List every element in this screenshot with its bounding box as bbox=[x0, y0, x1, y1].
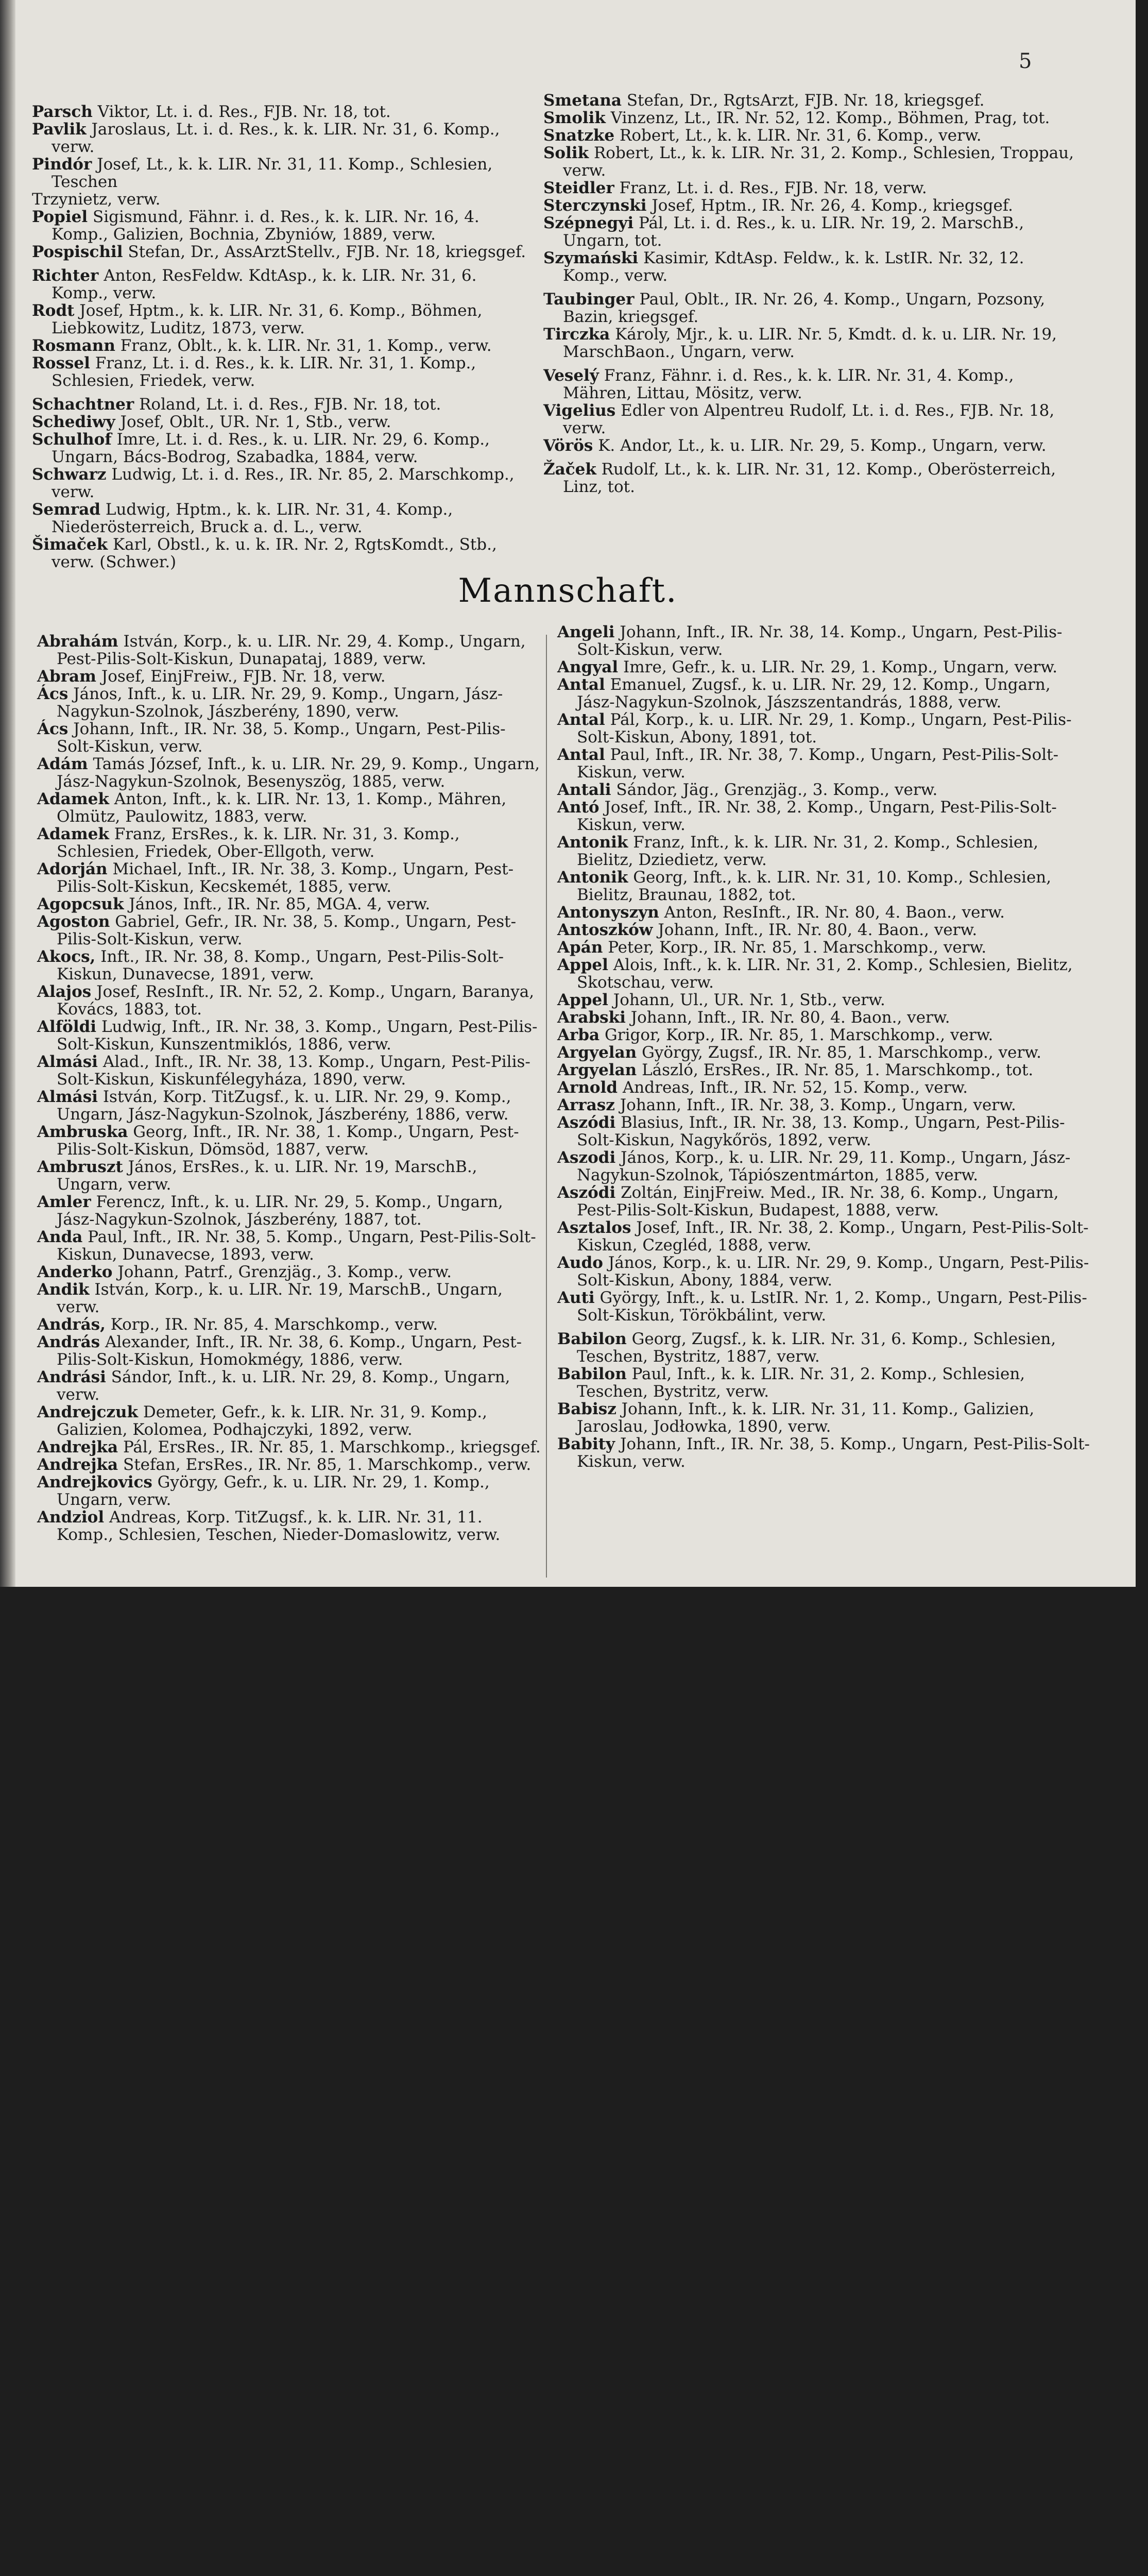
entry-surname: Steidler bbox=[543, 179, 614, 197]
entry-item bbox=[37, 1053, 542, 1088]
entry-details: János, Korp., k. u. LIR. Nr. 29, 11. Komp., Ungarn, Jász-Nagykun-Szolnok, Tápiószentmárton, 1885, verw. bbox=[577, 1148, 1071, 1184]
entry-details: Tamás József, Inft., k. u. LIR. Nr. 29, 9. Komp., Ungarn, Jász-Nagykun-Szolnok, Besenyszög, 1885, verw. bbox=[57, 755, 540, 791]
entry-details: Alexander, Inft., IR. Nr. 38, 6. Komp., Ungarn, Pest-Pilis-Solt-Kiskun, Homokmégy, 1886, verw. bbox=[57, 1333, 522, 1369]
entry-item bbox=[32, 536, 526, 571]
entry-item bbox=[543, 249, 1084, 284]
entry-item bbox=[37, 1281, 542, 1316]
entry-details: Trzynietz, verw. bbox=[32, 190, 161, 209]
entry-surname: Adamek bbox=[37, 790, 109, 808]
entry-details: Ludwig, Hptm., k. k. LIR. Nr. 31, 4. Komp., Niederösterreich, Bruck a. d. L., verw. bbox=[52, 500, 453, 536]
entry-surname: Antó bbox=[557, 798, 599, 817]
entry-details: Georg, Inft., k. k. LIR. Nr. 31, 10. Komp., Schlesien, Bielitz, Braunau, 1882, tot. bbox=[577, 868, 1052, 904]
entry-item bbox=[37, 685, 542, 720]
entry-item bbox=[557, 1219, 1093, 1254]
entry-surname: Taubinger bbox=[543, 290, 635, 309]
entry-details: Blasius, Inft., IR. Nr. 38, 13. Komp., Ungarn, Pest-Pilis-Solt-Kiskun, Nagykőrös, 1892, verw. bbox=[577, 1113, 1065, 1149]
section-heading-mannschaft: Mannschaft. bbox=[458, 572, 678, 610]
entry-item bbox=[557, 781, 1093, 799]
entry-item bbox=[557, 1009, 1093, 1026]
entry-details: Viktor, Lt. i. d. Res., FJB. Nr. 18, tot. bbox=[97, 103, 391, 121]
entry-details: Károly, Mjr., k. u. LIR. Nr. 5, Kmdt. d. k. u. LIR. Nr. 19, MarschBaon., Ungarn, verw. bbox=[563, 325, 1057, 361]
entry-surname: Abram bbox=[37, 667, 96, 686]
entry-details: Johann, Inft., IR. Nr. 38, 3. Komp., Ungarn, verw. bbox=[620, 1096, 1016, 1114]
entry-item bbox=[37, 860, 542, 895]
entry-item bbox=[37, 948, 542, 983]
entry-details: Anton, ResFeldw. KdtAsp., k. k. LIR. Nr. 31, 6. Komp., verw. bbox=[52, 266, 477, 302]
entry-surname: Šimaček bbox=[32, 535, 108, 554]
entry-surname: Antoszków bbox=[557, 921, 653, 939]
entry-item bbox=[557, 1289, 1093, 1324]
entry-item bbox=[37, 720, 542, 755]
entry-surname: Schulhof bbox=[32, 430, 112, 449]
entry-item bbox=[557, 799, 1093, 834]
entry-details: Andreas, Korp. TitZugsf., k. k. LIR. Nr. 31, 11. Komp., Schlesien, Teschen, Nieder-Domaslowitz, verw. bbox=[57, 1508, 501, 1544]
entry-details: Josef, Lt., k. k. LIR. Nr. 31, 11. Komp., Schlesien, Teschen bbox=[52, 155, 493, 191]
entry-surname: Alajos bbox=[37, 982, 92, 1001]
entry-surname: Antonik bbox=[557, 833, 628, 852]
officers-list-right bbox=[543, 92, 1084, 496]
entry-details: Andreas, Inft., IR. Nr. 52, 15. Komp., verw. bbox=[622, 1078, 968, 1097]
entry-item bbox=[543, 402, 1084, 437]
entry-surname: Angeli bbox=[557, 623, 615, 641]
entry-item bbox=[557, 1184, 1093, 1219]
entry-surname: Schediwy bbox=[32, 413, 115, 431]
entry-item bbox=[557, 711, 1093, 746]
entry-item bbox=[32, 243, 526, 261]
entry-item bbox=[557, 1044, 1093, 1061]
entry-surname: Appel bbox=[557, 991, 608, 1009]
entry-item bbox=[557, 921, 1093, 939]
entry-details: Gabriel, Gefr., IR. Nr. 38, 5. Komp., Ungarn, Pest-Pilis-Solt-Kiskun, verw. bbox=[57, 912, 517, 948]
entry-surname: Pindór bbox=[32, 155, 92, 174]
entry-item bbox=[557, 1096, 1093, 1114]
entry-details: Franz, Lt. i. d. Res., k. k. LIR. Nr. 31, 1. Komp., Schlesien, Friedek, verw. bbox=[52, 354, 476, 390]
entry-item bbox=[37, 1123, 542, 1158]
page-number: 5 bbox=[1019, 49, 1032, 73]
entry-item bbox=[37, 668, 542, 685]
entry-surname: Andrejkovics bbox=[37, 1473, 152, 1492]
entry-surname: Sterczynski bbox=[543, 196, 647, 215]
entry-details: Kasimir, KdtAsp. Feldw., k. k. LstIR. Nr. 32, 12. Komp., verw. bbox=[563, 249, 1024, 285]
entry-surname: Arrasz bbox=[557, 1096, 615, 1114]
entry-surname: Smetana bbox=[543, 91, 622, 110]
entry-surname: Antali bbox=[557, 781, 611, 799]
entry-details: Franz, Inft., k. k. LIR. Nr. 31, 2. Komp., Schlesien, Bielitz, Dziedietz, verw. bbox=[577, 833, 1039, 869]
entry-surname: Parsch bbox=[32, 103, 93, 121]
entry-surname: Asztalos bbox=[557, 1218, 631, 1237]
entry-item bbox=[557, 1435, 1093, 1470]
entry-surname: Aszódi bbox=[557, 1113, 616, 1132]
entry-surname: Veselý bbox=[543, 366, 599, 385]
entry-details: Johann, Ul., UR. Nr. 1, Stb., verw. bbox=[613, 991, 885, 1009]
entry-item bbox=[557, 991, 1093, 1009]
entry-item bbox=[557, 956, 1093, 991]
entry-surname: Szépnegyi bbox=[543, 214, 634, 232]
entry-item bbox=[37, 1158, 542, 1193]
entry-details: Pál, Lt. i. d. Res., k. u. LIR. Nr. 19, 2. MarschB., Ungarn, tot. bbox=[563, 214, 1024, 250]
entry-surname: Snatzke bbox=[543, 126, 615, 145]
entry-surname: Argyelan bbox=[557, 1061, 637, 1079]
entry-details: Sándor, Jäg., Grenzjäg., 3. Komp., verw. bbox=[616, 781, 938, 799]
entry-details: István, Korp. TitZugsf., k. u. LIR. Nr. 29, 9. Komp., Ungarn, Jász-Nagykun-Szolnok, Jászberény, 1886, verw. bbox=[57, 1088, 511, 1124]
entry-surname: Anda bbox=[37, 1228, 83, 1246]
entry-item bbox=[32, 302, 526, 337]
entry-details: László, ErsRes., IR. Nr. 85, 1. Marschkomp., tot. bbox=[642, 1061, 1034, 1079]
entry-surname: Adorján bbox=[37, 860, 108, 878]
entry-item bbox=[557, 1365, 1093, 1400]
entry-details: Sigismund, Fähnr. i. d. Res., k. k. LIR. Nr. 16, 4. Komp., Galizien, Bochnia, Zbyniów, 1889, verw. bbox=[52, 208, 479, 244]
entry-item bbox=[37, 1088, 542, 1123]
entry-surname: Schwarz bbox=[32, 465, 107, 484]
entry-item bbox=[543, 144, 1084, 179]
entry-surname: Aszódi bbox=[557, 1183, 616, 1202]
officers-list-left bbox=[32, 103, 526, 571]
entry-details: Vinzenz, Lt., IR. Nr. 52, 12. Komp., Böhmen, Prag, tot. bbox=[610, 109, 1050, 127]
entry-surname: Antonik bbox=[557, 868, 628, 887]
entry-item bbox=[37, 983, 542, 1018]
entry-details: Pál, Korp., k. u. LIR. Nr. 29, 1. Komp., Ungarn, Pest-Pilis-Solt-Kiskun, Abony, 1891, tot. bbox=[577, 710, 1072, 747]
entry-item bbox=[543, 179, 1084, 197]
entry-surname: Antal bbox=[557, 675, 605, 694]
entry-surname: Abrahám bbox=[37, 632, 118, 651]
entry-surname: Andrejka bbox=[37, 1438, 118, 1456]
entry-details: Stefan, Dr., AssArztStellv., FJB. Nr. 18, kriegsgef. bbox=[128, 243, 526, 261]
entry-item bbox=[37, 1018, 542, 1053]
entry-item bbox=[37, 1193, 542, 1228]
entry-details: Edler von Alpentreu Rudolf, Lt. i. d. Res., FJB. Nr. 18, verw. bbox=[563, 401, 1055, 437]
entry-details: Imre, Gefr., k. u. LIR. Nr. 29, 1. Komp., Ungarn, verw. bbox=[623, 658, 1058, 676]
entry-item bbox=[32, 396, 526, 413]
entry-item bbox=[557, 676, 1093, 711]
entry-details: Anton, Inft., k. k. LIR. Nr. 13, 1. Komp., Mähren, Olmütz, Paulowitz, 1883, verw. bbox=[57, 790, 507, 826]
entry-item bbox=[557, 623, 1093, 658]
entry-details: Josef, Oblt., UR. Nr. 1, Stb., verw. bbox=[120, 413, 391, 431]
entry-surname: Rossel bbox=[32, 354, 90, 372]
entry-surname: Appel bbox=[557, 956, 608, 974]
entry-surname: Antal bbox=[557, 745, 605, 764]
entry-surname: Audo bbox=[557, 1253, 603, 1272]
entry-surname: Babity bbox=[557, 1435, 615, 1453]
entry-item bbox=[37, 1456, 542, 1473]
entry-surname: Almási bbox=[37, 1053, 98, 1071]
entry-item bbox=[37, 1316, 542, 1333]
entry-surname: Ács bbox=[37, 685, 68, 703]
entry-details: Korp., IR. Nr. 85, 4. Marschkomp., verw. bbox=[110, 1315, 438, 1334]
entry-surname: Vigelius bbox=[543, 401, 616, 420]
entry-surname: Arba bbox=[557, 1026, 600, 1044]
entry-surname: Rodt bbox=[32, 301, 75, 320]
entry-surname: Andrejczuk bbox=[37, 1403, 139, 1421]
entry-item bbox=[37, 913, 542, 948]
entry-details: Paul, Inft., k. k. LIR. Nr. 31, 2. Komp., Schlesien, Teschen, Bystritz, verw. bbox=[577, 1365, 1025, 1401]
entry-details: Paul, Inft., IR. Nr. 38, 7. Komp., Ungarn, Pest-Pilis-Solt-Kiskun, verw. bbox=[577, 745, 1059, 782]
entry-surname: Ambruszt bbox=[37, 1158, 123, 1176]
entry-surname: Aszodi bbox=[557, 1148, 616, 1167]
entry-details: Franz, Oblt., k. k. LIR. Nr. 31, 1. Komp., verw. bbox=[120, 336, 492, 355]
entry-surname: Babilon bbox=[557, 1365, 627, 1383]
entry-details: Josef, Inft., IR. Nr. 38, 2. Komp., Ungarn, Pest-Pilis-Solt-Kiskun, Czegléd, 1888, verw. bbox=[577, 1218, 1089, 1255]
entry-surname: Pospischil bbox=[32, 243, 123, 261]
entry-details: Demeter, Gefr., k. k. LIR. Nr. 31, 9. Komp., Galizien, Kolomea, Podhajczyki, 1892, verw. bbox=[57, 1403, 487, 1439]
entry-item bbox=[32, 413, 526, 431]
entry-item bbox=[37, 1333, 542, 1368]
entry-surname: Adamek bbox=[37, 825, 109, 843]
entry-item bbox=[37, 1438, 542, 1456]
entry-details: Anton, ResInft., IR. Nr. 80, 4. Baon., verw. bbox=[664, 903, 1005, 922]
entry-details: Josef, Hptm., IR. Nr. 26, 4. Komp., kriegsgef. bbox=[652, 196, 1014, 215]
entry-details: Inft., IR. Nr. 38, 8. Komp., Ungarn, Pest-Pilis-Solt-Kiskun, Dunavecse, 1891, verw. bbox=[57, 947, 504, 984]
entry-item bbox=[37, 895, 542, 913]
entry-details: Stefan, Dr., RgtsArzt, FJB. Nr. 18, kriegsgef. bbox=[626, 91, 985, 110]
entry-details: Rudolf, Lt., k. k. LIR. Nr. 31, 12. Komp., Oberösterreich, Linz, tot. bbox=[563, 460, 1056, 496]
entry-item bbox=[557, 1400, 1093, 1435]
entry-item bbox=[32, 121, 526, 156]
entry-surname: Richter bbox=[32, 266, 99, 285]
entry-item bbox=[32, 208, 526, 243]
entry-item bbox=[32, 267, 526, 302]
entry-details: Georg, Inft., IR. Nr. 38, 1. Komp., Ungarn, Pest-Pilis-Solt-Kiskun, Dömsöd, 1887, verw. bbox=[57, 1123, 519, 1159]
entry-details: Michael, Inft., IR. Nr. 38, 3. Komp., Ungarn, Pest-Pilis-Solt-Kiskun, Kecskemét, 1885, verw. bbox=[57, 860, 514, 896]
entry-item bbox=[37, 755, 542, 790]
entry-item bbox=[37, 1368, 542, 1403]
entry-surname: Andrási bbox=[37, 1368, 106, 1386]
entry-details: János, ErsRes., k. u. LIR. Nr. 19, MarschB., Ungarn, verw. bbox=[57, 1158, 477, 1194]
entry-item bbox=[32, 103, 526, 121]
entry-details: Grigor, Korp., IR. Nr. 85, 1. Marschkomp., verw. bbox=[605, 1026, 993, 1044]
entry-details: Josef, EinjFreiw., FJB. Nr. 18, verw. bbox=[101, 667, 386, 686]
entry-surname: Semrad bbox=[32, 500, 101, 519]
entry-surname: Agopcsuk bbox=[37, 895, 124, 913]
entry-details: Josef, Hptm., k. k. LIR. Nr. 31, 6. Komp., Böhmen, Liebkowitz, Luditz, 1873, verw. bbox=[52, 301, 483, 337]
entry-details: Franz, ErsRes., k. k. LIR. Nr. 31, 3. Komp., Schlesien, Friedek, Ober-Ellgoth, verw. bbox=[57, 825, 460, 861]
entry-item bbox=[543, 291, 1084, 326]
entry-details: Stefan, ErsRes., IR. Nr. 85, 1. Marschkomp., verw. bbox=[123, 1455, 532, 1474]
entry-details: Josef, Inft., IR. Nr. 38, 2. Komp., Ungarn, Pest-Pilis-Solt-Kiskun, verw. bbox=[577, 798, 1057, 834]
entry-surname: Andrejka bbox=[37, 1455, 118, 1474]
entry-surname: Akocs, bbox=[37, 947, 96, 966]
entry-details: János, Korp., k. u. LIR. Nr. 29, 9. Komp., Ungarn, Pest-Pilis-Solt-Kiskun, Abony, 1884, verw. bbox=[577, 1253, 1089, 1290]
entry-item bbox=[32, 337, 526, 354]
entry-details: Franz, Fähnr. i. d. Res., k. k. LIR. Nr. 31, 4. Komp., Mähren, Littau, Mösitz, verw. bbox=[563, 366, 1014, 402]
entry-details: István, Korp., k. u. LIR. Nr. 19, MarschB., Ungarn, verw. bbox=[57, 1280, 503, 1316]
entry-surname: Rosmann bbox=[32, 336, 115, 355]
entry-surname: Antonyszyn bbox=[557, 903, 659, 922]
entry-item bbox=[557, 1254, 1093, 1289]
entry-surname: Amler bbox=[37, 1193, 91, 1211]
entry-details: Alad., Inft., IR. Nr. 38, 13. Komp., Ungarn, Pest-Pilis-Solt-Kiskun, Kiskunfélegyháza, 1890, verw. bbox=[57, 1053, 530, 1089]
entry-details: Pál, ErsRes., IR. Nr. 85, 1. Marschkomp., kriegsgef. bbox=[123, 1438, 541, 1456]
entry-item bbox=[557, 1079, 1093, 1096]
entry-item bbox=[37, 633, 542, 668]
entry-details: Johann, Inft., IR. Nr. 38, 5. Komp., Ungarn, Pest-Pilis-Solt-Kiskun, verw. bbox=[577, 1435, 1090, 1471]
entry-details: János, Inft., IR. Nr. 85, MGA. 4, verw. bbox=[129, 895, 431, 913]
entry-item bbox=[32, 191, 526, 208]
entry-details: Johann, Inft., IR. Nr. 80, 4. Baon., verw. bbox=[658, 921, 978, 939]
entry-item bbox=[543, 461, 1084, 496]
entry-surname: Adám bbox=[37, 755, 88, 773]
entry-details: Roland, Lt. i. d. Res., FJB. Nr. 18, tot. bbox=[139, 395, 441, 414]
entry-surname: Anderko bbox=[37, 1263, 113, 1281]
entry-item bbox=[32, 466, 526, 501]
entry-item bbox=[557, 1026, 1093, 1044]
entry-item bbox=[543, 214, 1084, 249]
entry-details: Zoltán, EinjFreiw. Med., IR. Nr. 38, 6. Komp., Ungarn, Pest-Pilis-Solt-Kiskun, Budapest, 1888, verw. bbox=[577, 1183, 1059, 1219]
entry-surname: Agoston bbox=[37, 912, 110, 931]
entry-item bbox=[32, 431, 526, 466]
entry-details: Ludwig, Inft., IR. Nr. 38, 3. Komp., Ungarn, Pest-Pilis-Solt-Kiskun, Kunszentmiklós, 1886, verw. bbox=[57, 1018, 538, 1054]
entry-surname: Alföldi bbox=[37, 1018, 97, 1036]
entry-details: Robert, Lt., k. k. LIR. Nr. 31, 2. Komp., Schlesien, Troppau, verw. bbox=[563, 144, 1074, 180]
entry-details: Emanuel, Zugsf., k. u. LIR. Nr. 29, 12. Komp., Ungarn, Jász-Nagykun-Szolnok, Jászszentandrás, 1888, verw. bbox=[577, 675, 1051, 711]
entry-item bbox=[37, 1228, 542, 1263]
entry-surname: Argyelan bbox=[557, 1043, 637, 1062]
entry-surname: Babilon bbox=[557, 1330, 627, 1348]
entry-details: Alois, Inft., k. k. LIR. Nr. 31, 2. Komp., Schlesien, Bielitz, Skotschau, verw. bbox=[577, 956, 1073, 992]
entry-item bbox=[37, 1473, 542, 1509]
entry-details: János, Inft., k. u. LIR. Nr. 29, 9. Komp., Ungarn, Jász-Nagykun-Szolnok, Jászberény, 1890, verw. bbox=[57, 685, 503, 721]
entry-details: Johann, Patrf., Grenzjäg., 3. Komp., verw. bbox=[117, 1263, 452, 1281]
entry-surname: Angyal bbox=[557, 658, 619, 676]
entry-surname: Pavlik bbox=[32, 120, 87, 139]
entry-details: Ferencz, Inft., k. u. LIR. Nr. 29, 5. Komp., Ungarn, Jász-Nagykun-Szolnok, Jászberény, 1887, tot. bbox=[57, 1193, 503, 1229]
page-gutter-shadow bbox=[0, 0, 15, 1587]
entry-item bbox=[543, 437, 1084, 454]
entry-item bbox=[543, 367, 1084, 402]
entry-details: Johann, Inft., IR. Nr. 38, 5. Komp., Ungarn, Pest-Pilis-Solt-Kiskun, verw. bbox=[57, 720, 506, 756]
entry-details: Ludwig, Lt. i. d. Res., IR. Nr. 85, 2. Marschkomp., verw. bbox=[52, 465, 515, 501]
entry-details: György, Gefr., k. u. LIR. Nr. 29, 1. Komp., Ungarn, verw. bbox=[57, 1473, 490, 1509]
entry-surname: Solik bbox=[543, 144, 589, 162]
entry-item bbox=[37, 1263, 542, 1281]
entry-details: K. Andor, Lt., k. u. LIR. Nr. 29, 5. Komp., Ungarn, verw. bbox=[598, 436, 1047, 455]
entry-details: Franz, Lt. i. d. Res., FJB. Nr. 18, verw. bbox=[619, 179, 927, 197]
entry-item bbox=[543, 326, 1084, 361]
entry-item bbox=[37, 1403, 542, 1438]
entry-details: Josef, ResInft., IR. Nr. 52, 2. Komp., Ungarn, Baranya, Kovács, 1883, tot. bbox=[57, 982, 535, 1019]
entry-surname: Žaček bbox=[543, 460, 596, 479]
entry-surname: Popiel bbox=[32, 208, 88, 226]
entry-details: Johann, Inft., IR. Nr. 38, 14. Komp., Ungarn, Pest-Pilis-Solt-Kiskun, verw. bbox=[577, 623, 1063, 659]
entry-surname: Smolik bbox=[543, 109, 606, 127]
entry-item bbox=[32, 354, 526, 389]
entry-item bbox=[557, 658, 1093, 676]
entry-details: Johann, Inft., k. k. LIR. Nr. 31, 11. Komp., Galizien, Jaroslau, Jodłowka, 1890, verw. bbox=[577, 1400, 1035, 1436]
entry-item bbox=[543, 127, 1084, 144]
entry-surname: Ambruska bbox=[37, 1123, 128, 1141]
entry-item bbox=[557, 904, 1093, 921]
entry-surname: Apán bbox=[557, 938, 603, 957]
entry-item bbox=[557, 1061, 1093, 1079]
column-divider bbox=[546, 635, 547, 1578]
entry-item bbox=[37, 825, 542, 860]
entry-item bbox=[32, 501, 526, 536]
entry-item bbox=[557, 834, 1093, 869]
entry-item bbox=[557, 1330, 1093, 1365]
entry-details: Paul, Oblt., IR. Nr. 26, 4. Komp., Ungarn, Pozsony, Bazin, kriegsgef. bbox=[563, 290, 1046, 326]
entry-surname: Antal bbox=[557, 710, 605, 729]
entry-item bbox=[557, 1114, 1093, 1149]
entry-surname: Andziol bbox=[37, 1508, 105, 1527]
mannschaft-list-left bbox=[37, 633, 542, 1544]
entry-details: Georg, Zugsf., k. k. LIR. Nr. 31, 6. Komp., Schlesien, Teschen, Bystritz, 1887, verw. bbox=[577, 1330, 1056, 1366]
entry-item bbox=[557, 1149, 1093, 1184]
entry-item bbox=[557, 746, 1093, 781]
entry-surname: Tirczka bbox=[543, 325, 610, 344]
entry-item bbox=[543, 197, 1084, 214]
entry-details: György, Inft., k. u. LstIR. Nr. 1, 2. Komp., Ungarn, Pest-Pilis-Solt-Kiskun, Törökbálint, verw. bbox=[577, 1289, 1087, 1325]
entry-surname: Auti bbox=[557, 1289, 595, 1307]
entry-item bbox=[37, 1509, 542, 1544]
entry-details: Sándor, Inft., k. u. LIR. Nr. 29, 8. Komp., Ungarn, verw. bbox=[57, 1368, 510, 1404]
entry-surname: Almási bbox=[37, 1088, 98, 1106]
mannschaft-list-right bbox=[557, 623, 1093, 1470]
entry-surname: Ács bbox=[37, 720, 68, 738]
entry-surname: Arabski bbox=[557, 1008, 626, 1027]
entry-details: Robert, Lt., k. k. LIR. Nr. 31, 6. Komp., verw. bbox=[620, 126, 982, 145]
entry-details: Karl, Obstl., k. u. k. IR. Nr. 2, RgtsKomdt., Stb., verw. (Schwer.) bbox=[52, 535, 497, 571]
entry-item bbox=[557, 939, 1093, 956]
entry-item bbox=[557, 869, 1093, 904]
entry-details: Imre, Lt. i. d. Res., k. u. LIR. Nr. 29, 6. Komp., Ungarn, Bács-Bodrog, Szabadka, 1884, verw. bbox=[52, 430, 490, 466]
viewer-footer bbox=[0, 1587, 1148, 1698]
entry-details: György, Zugsf., IR. Nr. 85, 1. Marschkomp., verw. bbox=[642, 1043, 1042, 1062]
entry-details: Peter, Korp., IR. Nr. 85, 1. Marschkomp., verw. bbox=[608, 938, 987, 957]
entry-surname: András, bbox=[37, 1315, 106, 1334]
entry-surname: Babisz bbox=[557, 1400, 616, 1418]
entry-surname: Andik bbox=[37, 1280, 90, 1299]
entry-details: Paul, Inft., IR. Nr. 38, 5. Komp., Ungarn, Pest-Pilis-Solt-Kiskun, Dunavecse, 1893, verw. bbox=[57, 1228, 536, 1264]
entry-details: István, Korp., k. u. LIR. Nr. 29, 4. Komp., Ungarn, Pest-Pilis-Solt-Kiskun, Dunapataj, 1889, verw. bbox=[57, 632, 526, 668]
entry-item bbox=[543, 92, 1084, 109]
entry-surname: Szymański bbox=[543, 249, 639, 267]
entry-surname: Schachtner bbox=[32, 395, 134, 414]
entry-details: Johann, Inft., IR. Nr. 80, 4. Baon., verw. bbox=[630, 1008, 950, 1027]
entry-details: Jaroslaus, Lt. i. d. Res., k. k. LIR. Nr. 31, 6. Komp., verw. bbox=[52, 120, 500, 156]
entry-item bbox=[32, 156, 526, 191]
entry-surname: Vörös bbox=[543, 436, 593, 455]
entry-surname: András bbox=[37, 1333, 100, 1351]
entry-item bbox=[543, 109, 1084, 127]
entry-surname: Arnold bbox=[557, 1078, 618, 1097]
entry-item bbox=[37, 790, 542, 825]
